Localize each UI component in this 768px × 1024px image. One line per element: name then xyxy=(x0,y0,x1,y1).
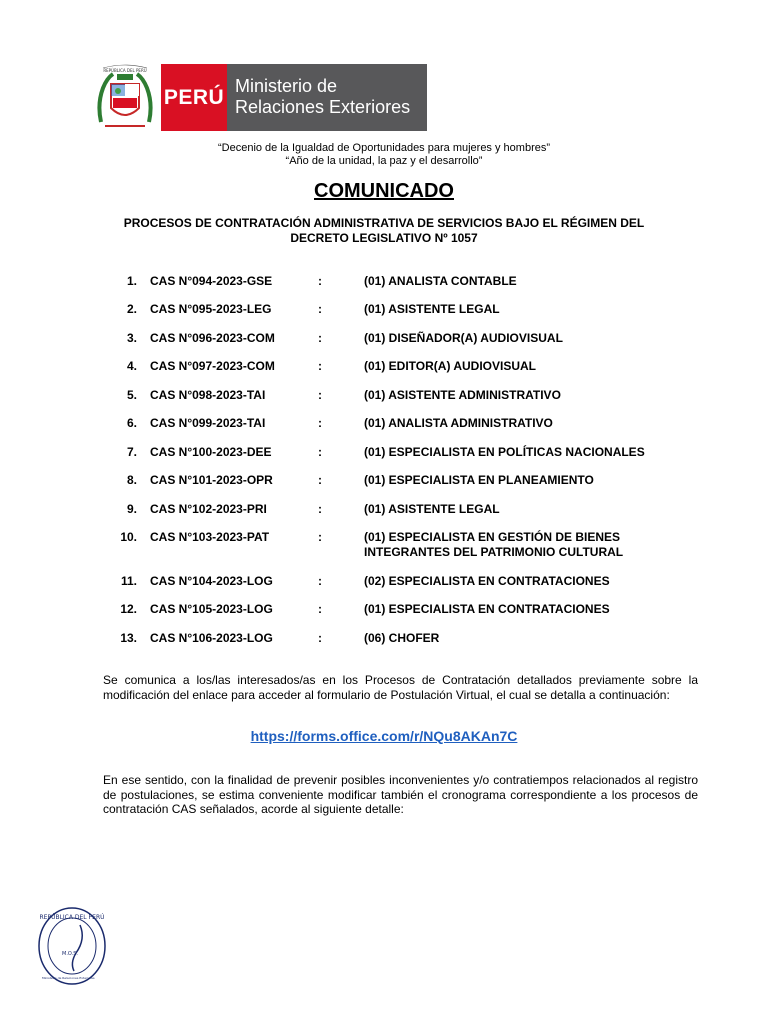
country-name: PERÚ xyxy=(163,85,225,109)
item-number: 4. xyxy=(126,359,137,373)
svg-text:M.O.S.: M.O.S. xyxy=(62,951,78,957)
item-number: 1. xyxy=(126,274,137,288)
item-colon: : xyxy=(318,473,322,487)
peru-red-box xyxy=(161,64,227,131)
item-colon: : xyxy=(318,502,322,516)
item-position: (01) ASISTENTE LEGAL xyxy=(364,302,500,316)
item-code: CAS N°094-2023-GSE xyxy=(150,274,273,288)
item-position: (01) ESPECIALISTA EN GESTIÓN DE BIENES INTEGRANTES DEL PATRIMONIO CULTURAL xyxy=(364,530,624,559)
item-number: 9. xyxy=(126,502,137,516)
item-code: CAS N°099-2023-TAI xyxy=(150,416,266,430)
item-colon: : xyxy=(318,445,322,459)
decenio-line-2: “Año de la unidad, la paz y el desarrollo” xyxy=(285,155,483,167)
item-code: CAS N°101-2023-OPR xyxy=(150,473,273,487)
item-number: 11. xyxy=(120,574,137,588)
item-number: 5. xyxy=(126,388,137,402)
coat-of-arms-icon xyxy=(95,64,155,131)
svg-text:REPÚBLICA DEL PERÚ: REPÚBLICA DEL PERÚ xyxy=(103,68,147,73)
item-position: (01) ANALISTA ADMINISTRATIVO xyxy=(364,416,553,430)
page-title: COMUNICADO xyxy=(314,180,454,202)
item-code: CAS N°106-2023-LOG xyxy=(150,631,273,645)
decenio-line-1: “Decenio de la Igualdad de Oportunidades para mujeres y hombres” xyxy=(217,142,551,154)
item-position: (02) ESPECIALISTA EN CONTRATACIONES xyxy=(364,574,610,588)
svg-text:REPÚBLICA DEL PERÚ: REPÚBLICA DEL PERÚ xyxy=(39,914,105,921)
item-position: (01) ANALISTA CONTABLE xyxy=(364,274,517,288)
item-number: 2. xyxy=(126,302,137,316)
ministry-header xyxy=(95,64,427,131)
item-colon: : xyxy=(318,631,322,645)
item-colon: : xyxy=(318,302,322,316)
item-position: (01) ASISTENTE ADMINISTRATIVO xyxy=(364,388,561,402)
ministry-line-1: Ministerio de xyxy=(235,76,338,96)
item-number: 7. xyxy=(126,445,137,459)
item-code: CAS N°104-2023-LOG xyxy=(150,574,273,588)
item-code: CAS N°102-2023-PRI xyxy=(150,502,267,516)
item-number: 13. xyxy=(120,631,137,645)
item-code: CAS N°098-2023-TAI xyxy=(150,388,266,402)
item-code: CAS N°097-2023-COM xyxy=(150,359,275,373)
item-number: 3. xyxy=(126,331,137,345)
item-position: (01) ESPECIALISTA EN PLANEAMIENTO xyxy=(364,473,594,487)
notice-paragraph: Se comunica a los/las interesados/as en los Procesos de Contratación detallados previamente sobre la modificación del enlace para acceder al formulario de Postulación Virtual, el cual se detalla a continuación: xyxy=(103,673,698,702)
item-colon: : xyxy=(318,416,322,430)
item-code: CAS N°095-2023-LEG xyxy=(150,302,272,316)
page-subtitle: PROCESOS DE CONTRATACIÓN ADMINISTRATIVA DE SERVICIOS BAJO EL RÉGIMEN DEL DECRETO LEGISLATIVO Nº 1057 xyxy=(123,216,645,245)
item-number: 8. xyxy=(126,473,137,487)
item-colon: : xyxy=(318,530,322,544)
item-colon: : xyxy=(318,359,322,373)
item-colon: : xyxy=(318,274,322,288)
svg-text:Ministerio de Relaciones Exter: Ministerio de Relaciones Exteriores xyxy=(42,976,95,980)
item-colon: : xyxy=(318,602,322,616)
item-number: 12. xyxy=(120,602,137,616)
application-form-link[interactable]: https://forms.office.com/r/NQu8AKAn7C xyxy=(250,728,518,744)
item-colon: : xyxy=(318,331,322,345)
item-code: CAS N°103-2023-PAT xyxy=(150,530,270,544)
ministry-name-box xyxy=(227,64,427,131)
item-colon: : xyxy=(318,388,322,402)
item-position: (01) DISEÑADOR(A) AUDIOVISUAL xyxy=(364,331,563,345)
schedule-paragraph: En ese sentido, con la finalidad de prevenir posibles inconvenientes y/o contratiempos relacionados al registro de postulaciones, se estima conveniente modificar también el cronograma correspondiente a los procesos de contratación CAS señalados, acorde al siguiente detalle: xyxy=(103,773,698,816)
item-colon: : xyxy=(318,574,322,588)
item-code: CAS N°096-2023-COM xyxy=(150,331,275,345)
item-code: CAS N°105-2023-LOG xyxy=(150,602,273,616)
item-number: 10. xyxy=(120,530,137,544)
item-position: (01) ASISTENTE LEGAL xyxy=(364,502,500,516)
item-position: (01) ESPECIALISTA EN CONTRATACIONES xyxy=(364,602,610,616)
item-position: (06) CHOFER xyxy=(364,631,440,645)
item-position: (01) ESPECIALISTA EN POLÍTICAS NACIONALES xyxy=(364,445,645,459)
item-code: CAS N°100-2023-DEE xyxy=(150,445,272,459)
item-number: 6. xyxy=(126,416,137,430)
ministry-line-2: Relaciones Exteriores xyxy=(235,97,411,117)
item-position: (01) EDITOR(A) AUDIOVISUAL xyxy=(364,359,537,373)
official-stamp xyxy=(36,905,108,987)
